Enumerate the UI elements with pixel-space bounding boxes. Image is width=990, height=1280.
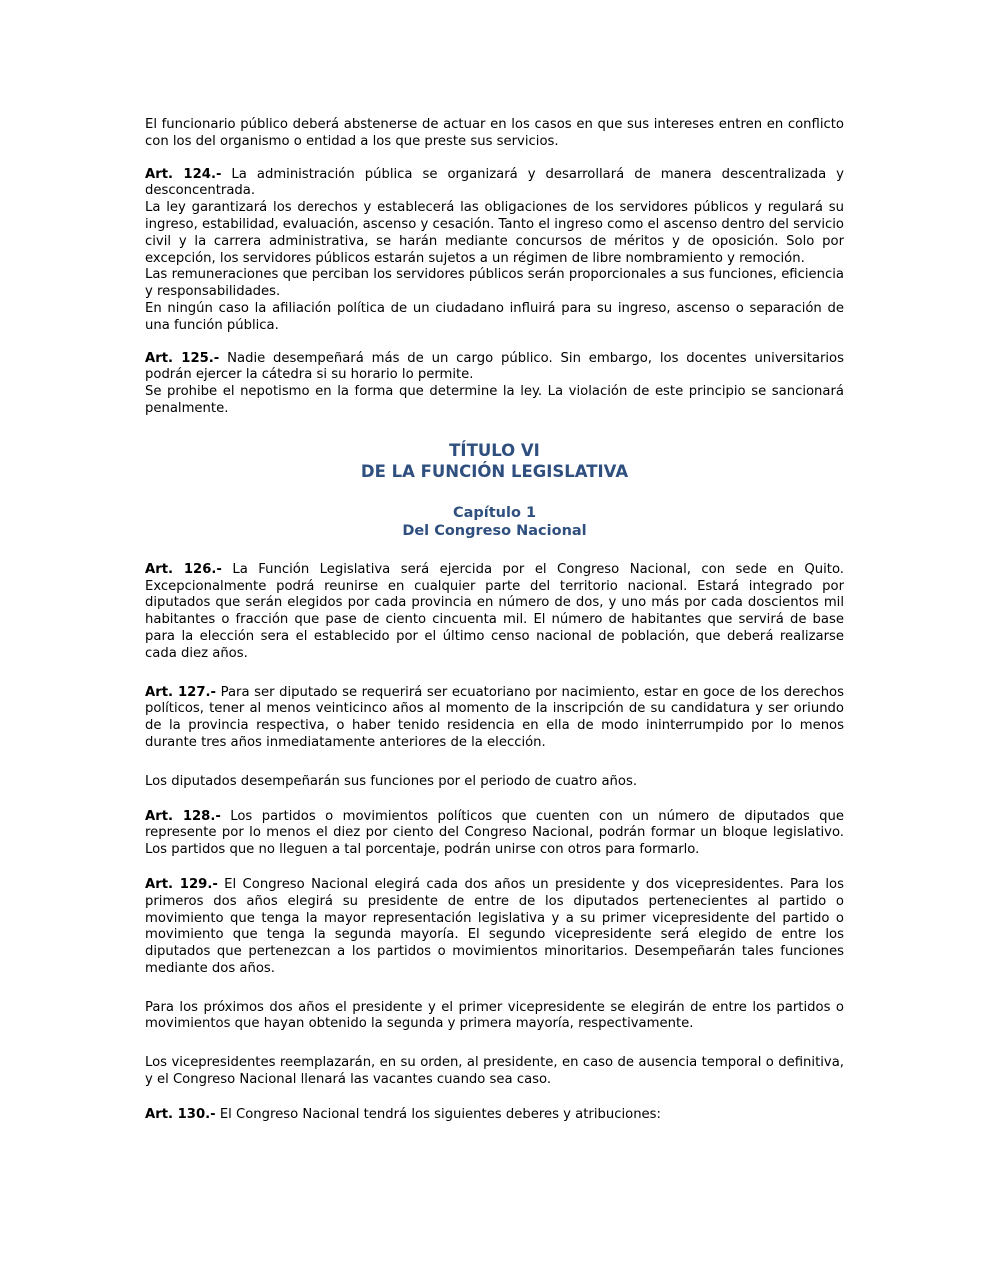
- title-number: TÍTULO VI: [449, 440, 540, 460]
- title-name: DE LA FUNCIÓN LEGISLATIVA: [360, 461, 629, 481]
- chapter-heading: [145, 504, 844, 540]
- article-124-paragraph-4: En ningún caso la afiliación política de un ciudadano influirá para su ingreso, ascenso o separación de una función pública.: [145, 300, 844, 333]
- article-126: [145, 562, 844, 663]
- article-126-label: Art. 126.-: [145, 561, 222, 577]
- article-124-paragraph-3: Las remuneraciones que perciban los servidores públicos serán proporcionales a sus funciones, eficiencia y responsabilidades.: [145, 267, 844, 300]
- article-125-label: Art. 125.-: [145, 350, 220, 366]
- chapter-number: Capítulo 1: [452, 504, 537, 521]
- article-130-label: Art. 130.-: [145, 1106, 216, 1122]
- article-129-text-1: El Congreso Nacional elegirá cada dos años un presidente y dos vicepresidentes. Para los primeros dos años elegirá su presidente de entre de los diputados pertenecientes al partido o movimiento que tenga la mayor representación legislativa y a su primer vicepresidente del partido o movimiento que tenga la segunda mayoría. El segundo vicepresidente será elegido de entre los diputados que pertenezcan a los partidos o movimientos minoritarios. Desempeñarán tales funciones mediante dos años.: [145, 876, 844, 976]
- article-128-text-1: Los partidos o movimientos políticos que cuenten con un número de diputados que represente por lo menos el diez por ciento del Congreso Nacional, podrán formar un bloque legislativo. Los partidos que no lleguen a tal porcentaje, podrán unirse con otros para formarlo.: [145, 808, 844, 858]
- article-124-label: Art. 124.-: [145, 166, 222, 182]
- article-127-text-1: Para ser diputado se requerirá ser ecuatoriano por nacimiento, estar en goce de los derechos políticos, tener al menos veinticinco años al momento de la inscripción de su candidatura y ser oriundo de la provincia respectiva, o haber tenido residencia en ella de modo ininterrumpido por lo menos durante tres años inmediatamente anteriores de la elección.: [145, 684, 844, 750]
- article-130-text-1: El Congreso Nacional tendrá los siguientes deberes y atribuciones:: [215, 1106, 661, 1122]
- chapter-name: Del Congreso Nacional: [402, 522, 587, 539]
- document-page: [145, 117, 844, 1124]
- article-126-paragraph-1: [145, 562, 844, 663]
- article-130: [145, 1107, 844, 1124]
- article-124-paragraph-2: La ley garantizará los derechos y establecerá las obligaciones de los servidores públicos y regulará su ingreso, estabilidad, evaluación, ascenso y cesación. Tanto el ingreso como el ascenso dentro del servicio civil y la carrera administrativa, se harán mediante concursos de méritos y de oposición. Solo por excepción, los servidores públicos estarán sujetos a un régimen de libre nombramiento y remoción.: [145, 200, 844, 266]
- article-127-paragraph-2: Los diputados desempeñarán sus funciones por el periodo de cuatro años.: [145, 773, 638, 789]
- article-130-paragraph-1: [145, 1107, 844, 1124]
- article-129-paragraph-2: Para los próximos dos años el presidente y el primer vicepresidente se elegirán de entre los partidos o movimientos que hayan obtenido la segunda y primera mayoría, respectivamente.: [145, 999, 844, 1032]
- article-128-paragraph-1: [145, 809, 844, 859]
- article-125-paragraph-2: Se prohibe el nepotismo en la forma que determine la ley. La violación de este principio se sancionará penalmente.: [145, 384, 844, 416]
- article-124-paragraph-1: [145, 167, 844, 201]
- article-128: [145, 809, 844, 859]
- article-126-text-1: La Función Legislativa será ejercida por el Congreso Nacional, con sede en Quito. Excepcionalmente podrá reunirse en cualquier parte del territorio nacional. Estará integrado por diputados que serán elegidos por cada provincia en número de dos, y uno más por cada doscientos mil habitantes o fracción que pase de ciento cincuenta mil. El número de habitantes que servirá de base para la elección sera el establecido por el último censo nacional de población, que deberá realizarse cada diez años.: [145, 561, 844, 661]
- article-128-label: Art. 128.-: [145, 808, 221, 824]
- article-129-label: Art. 129.-: [145, 876, 218, 892]
- title-heading: [145, 440, 844, 482]
- article-125-text-1: Nadie desempeñará más de un cargo público. Sin embargo, los docentes universitarios podrán ejercer la cátedra si su horario lo permite.: [145, 350, 844, 383]
- article-129: [145, 877, 844, 1089]
- article-127: [145, 685, 844, 791]
- article-124-text-1: La administración pública se organizará y desarrollará de manera descentralizada y desconcentrada.: [145, 166, 844, 199]
- article-125-paragraph-1: [145, 351, 844, 385]
- paragraph-intro: El funcionario público deberá abstenerse de actuar en los casos en que sus intereses entren en conflicto con los del organismo o entidad a los que preste sus servicios.: [145, 117, 844, 149]
- article-127-paragraph-1: [145, 685, 844, 752]
- article-129-paragraph-3: Los vicepresidentes reemplazarán, en su orden, al presidente, en caso de ausencia temporal o definitiva, y el Congreso Nacional llenará las vacantes cuando sea caso.: [145, 1055, 844, 1088]
- article-124: [145, 167, 844, 335]
- article-127-label: Art. 127.-: [145, 684, 217, 700]
- article-125: [145, 351, 844, 418]
- article-129-paragraph-1: [145, 877, 844, 978]
